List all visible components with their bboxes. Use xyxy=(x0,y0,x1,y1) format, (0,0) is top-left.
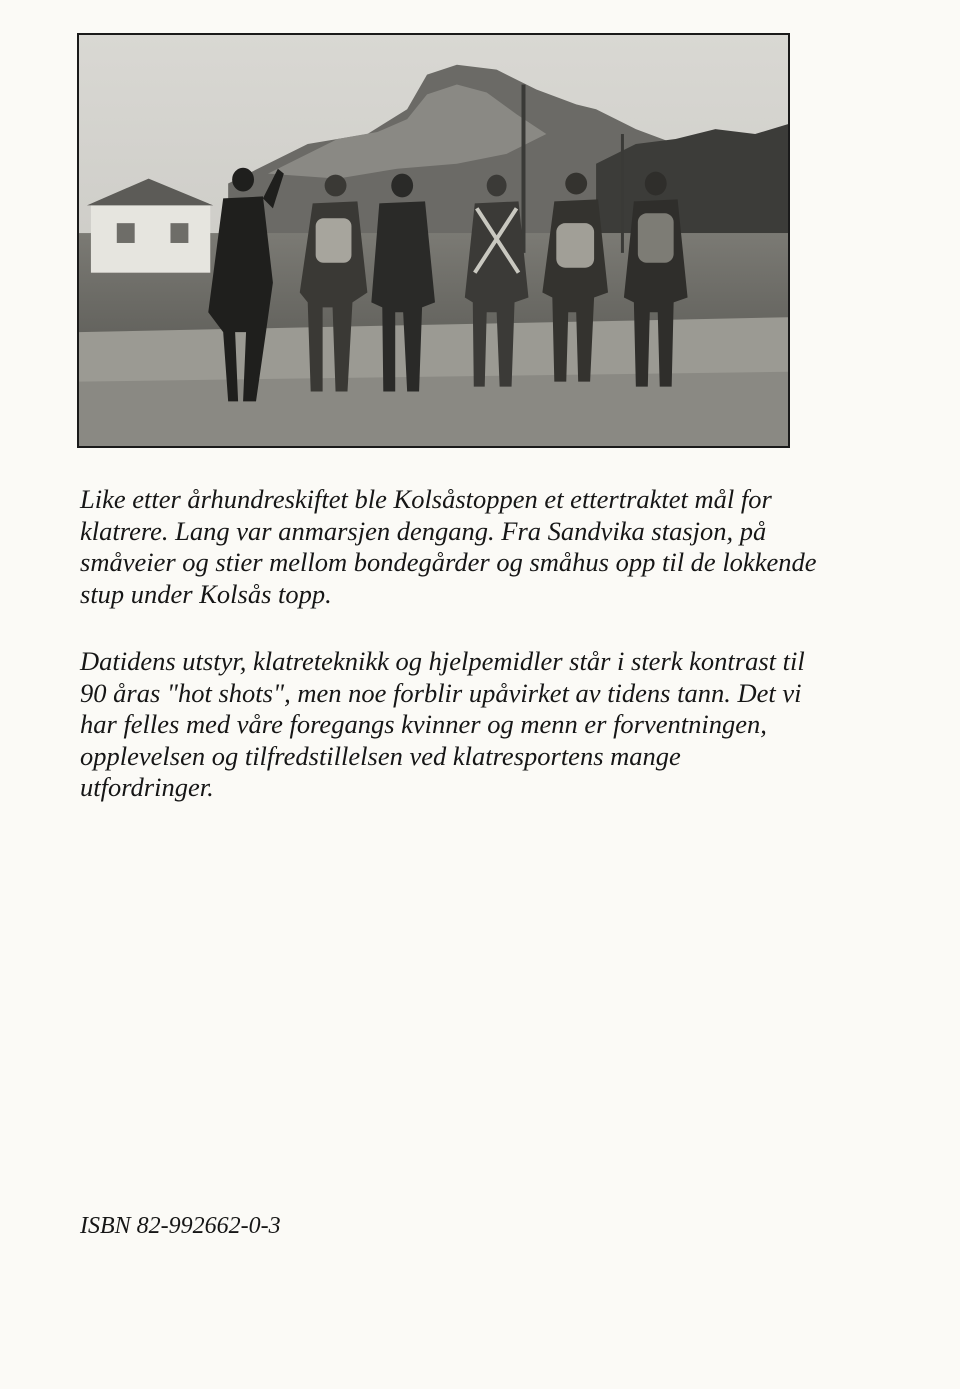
description-paragraph-2: Datidens utstyr, klatreteknikk og hjelpemidler står i sterk kontrast til 90 åras "hot shots", men noe forblir upåvirket av tidens tann. Det vi har felles med våre foregangs kvinner og menn er forventningen, opplevelsen og tilfredstillelsen ved klatresportens mange utfordringer. xyxy=(80,646,805,802)
historic-climbers-photo-icon xyxy=(79,35,788,446)
cover-photo xyxy=(77,33,790,448)
description-paragraph-1: Like etter århundreskiftet ble Kolsåstoppen et ettertraktet mål for klatrere. Lang var anmarsjen dengang. Fra Sandvika stasjon, på småveier og stier mellom bondegårder og småhus opp til de lokkende stup under Kolsås topp. xyxy=(80,484,817,609)
isbn-number: ISBN 82-992662-0-3 xyxy=(80,1213,281,1239)
